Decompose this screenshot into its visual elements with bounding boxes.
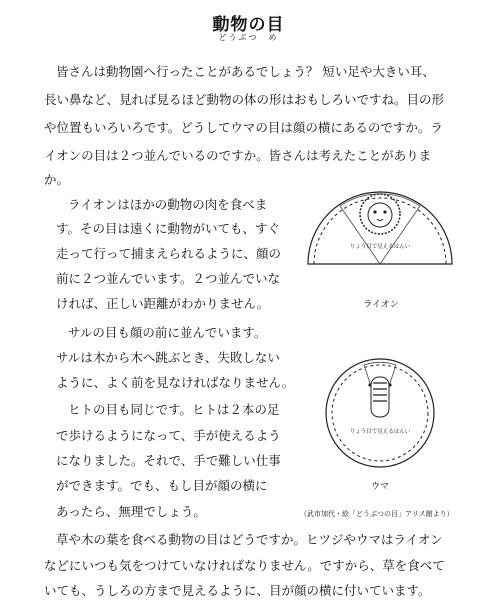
monkey-paragraph-line: ように、よく前を見なければなりません。 <box>56 375 295 390</box>
horse-face-icon <box>368 377 391 417</box>
intro-line: や位置もいろいろです。どうしてウマの目は顔の横にあるのですか。ラ <box>44 120 443 135</box>
human-paragraph-line: あったら、無理でしょう。 <box>56 504 206 519</box>
lion-face-icon <box>360 194 400 234</box>
lion-paragraph-line: ライオンはほかの動物の肉を食べま <box>68 197 268 212</box>
intro-line: イオンの目は２つ並んでいるのですか。皆さんは考えたことがありま <box>44 148 432 163</box>
human-paragraph-line: ヒトの目も同じです。ヒトは２本の足 <box>68 402 280 417</box>
monkey-paragraph-line: サルは木から木へ跳ぶとき、失敗しない <box>56 350 280 365</box>
intro-line: 皆さんは動物園へ行ったことがあるでしょう？ 短い足や大きい耳、 <box>56 64 435 79</box>
lion-inner-label: りょう目で見えるはんい <box>349 244 411 250</box>
title-ruby: どうぶつ め <box>218 33 279 42</box>
source-credit: （武市加代・絵「どうぶつの目」アリス館より） <box>300 510 454 518</box>
lion-paragraph-line: ければ、正しい距離がわかりません。 <box>56 296 270 311</box>
human-paragraph-line: になりました。それで、手で難しい仕事 <box>56 453 281 468</box>
monkey-paragraph-line: サルの目も顔の前に並んでいます。 <box>68 325 267 340</box>
grazer-paragraph-line: いても、うしろの方まで見えるように、目が顔の横に付いています。 <box>44 583 431 598</box>
horse-caption: ウマ <box>370 482 389 492</box>
grazer-paragraph-line: などにいつも気をつけていなければなりません。ですから、草を食べて <box>44 558 445 573</box>
lion-paragraph-line: す。その目は遠くに動物がいても、すぐ <box>56 221 281 236</box>
lion-paragraph-line: 前に２つ並んでいます。２つ並んでいな <box>56 271 281 286</box>
intro-line: 長い鼻など、見れば見るほど動物の体の形はおもしろいですね。目の形 <box>44 92 445 107</box>
intro-line: か。 <box>44 172 70 187</box>
horse-vision-figure <box>318 355 442 471</box>
human-paragraph-line: で歩けるようになって、手が使えるよう <box>56 428 281 443</box>
lion-caption: ライオン <box>363 300 399 310</box>
human-paragraph-line: ができます。でも、もし目が顔の横に <box>56 478 268 493</box>
horse-inner-label: りょう目で見えるはんい <box>349 429 411 435</box>
page-title: 動物の目 <box>212 15 285 35</box>
grazer-paragraph-line: 草や木の葉を食べる動物の目はどうですか。ヒツジやウマはライオン <box>56 532 443 547</box>
lion-vision-figure <box>300 184 460 276</box>
lion-paragraph-line: 走って行って捕まえられるように、顔の <box>56 246 282 261</box>
